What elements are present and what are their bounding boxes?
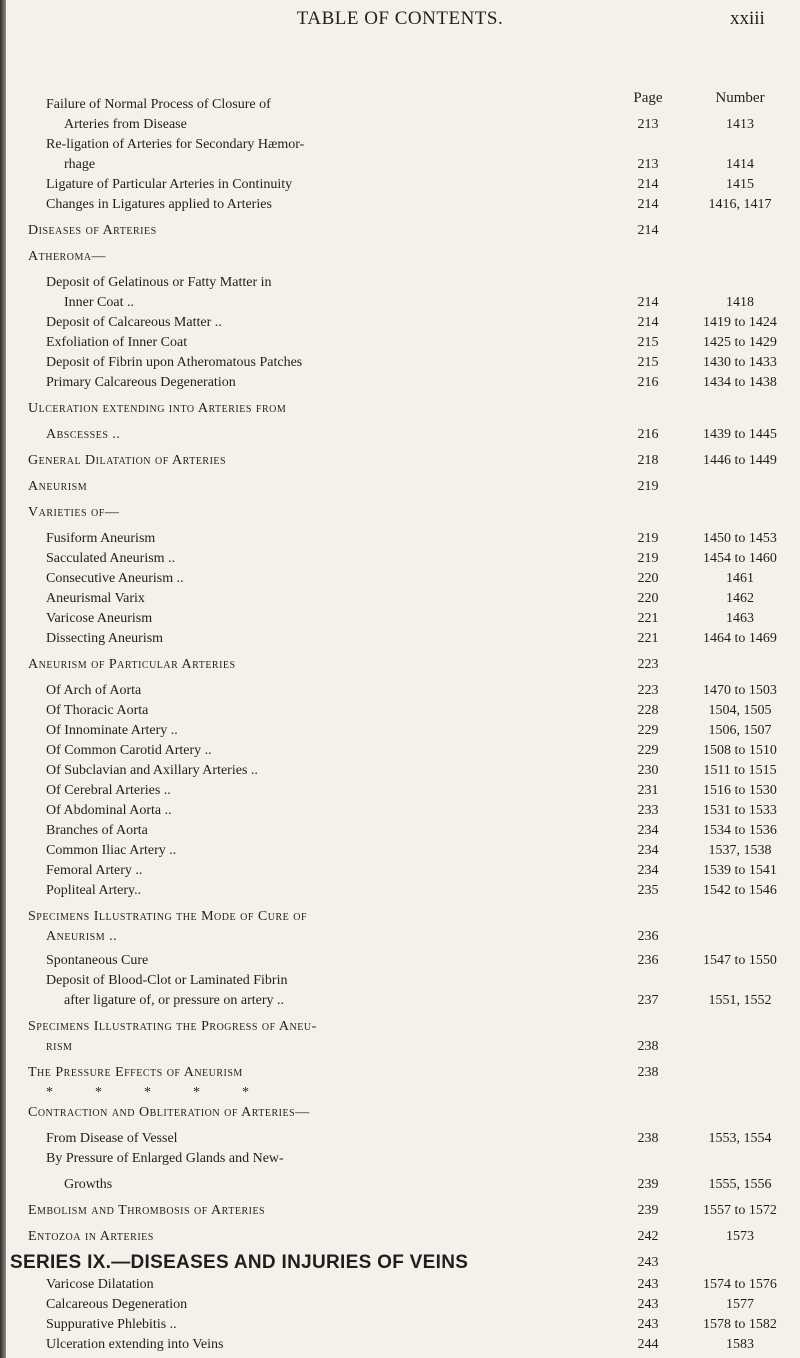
entry-title: ***** bbox=[46, 1085, 291, 1100]
entry-page: 239 bbox=[637, 1177, 659, 1192]
entry-page: 239 bbox=[637, 1203, 659, 1218]
entry-page: 223 bbox=[637, 683, 659, 698]
entry-title: Specimens Illustrating the Mode of Cure of bbox=[28, 909, 308, 924]
entry-page: 214 bbox=[637, 177, 659, 192]
entry-title: Varicose Aneurism bbox=[46, 611, 153, 626]
entry-title: Varicose Dilatation bbox=[46, 1277, 154, 1292]
entry-title: rism bbox=[46, 1039, 73, 1054]
entry-title: Of Common Carotid Artery .. bbox=[46, 743, 212, 758]
page-number: xxiii bbox=[730, 8, 765, 29]
entry-title: Ulceration extending into Veins bbox=[46, 1337, 224, 1352]
entry-page: 219 bbox=[637, 531, 659, 546]
entry-title: Of Abdominal Aorta .. bbox=[46, 803, 172, 818]
entry-page: 236 bbox=[637, 929, 659, 944]
entry-number: 1542 to 1546 bbox=[703, 883, 777, 898]
entry-title: Calcareous Degeneration bbox=[46, 1297, 188, 1312]
entry-number: 1415 bbox=[726, 177, 754, 192]
entry-page: 215 bbox=[637, 355, 659, 370]
entry-title: By Pressure of Enlarged Glands and New- bbox=[46, 1151, 284, 1166]
entry-number: 1553, 1554 bbox=[708, 1131, 772, 1146]
entry-title: SERIES IX.—DISEASES AND INJURIES OF VEINS bbox=[10, 1252, 469, 1273]
entry-title: Fusiform Aneurism bbox=[46, 531, 156, 546]
entry-page: 219 bbox=[637, 479, 659, 494]
entry-title: Branches of Aorta bbox=[46, 823, 148, 838]
entry-number: 1573 bbox=[726, 1229, 754, 1244]
entry-number: 1470 to 1503 bbox=[703, 683, 777, 698]
book-binding-edge bbox=[0, 0, 6, 1358]
entry-title: Popliteal Artery.. bbox=[46, 883, 142, 898]
entry-number: 1461 bbox=[726, 571, 754, 586]
entry-number: 1450 to 1453 bbox=[703, 531, 777, 546]
entry-title: Ligature of Particular Arteries in Continuity bbox=[46, 177, 293, 192]
entry-number: 1506, 1507 bbox=[708, 723, 772, 738]
entry-title: The Pressure Effects of Aneurism bbox=[28, 1065, 243, 1080]
entry-number: 1577 bbox=[726, 1297, 754, 1312]
entry-title: Ulceration extending into Arteries from bbox=[28, 401, 287, 416]
entry-page: 238 bbox=[637, 1039, 659, 1054]
entry-title: Of Subclavian and Axillary Arteries .. bbox=[46, 763, 258, 778]
entry-title: Abscesses .. bbox=[46, 427, 121, 442]
entry-number: 1578 to 1582 bbox=[703, 1317, 777, 1332]
entry-title: Contraction and Obliteration of Arteries— bbox=[28, 1105, 310, 1120]
entry-page: 221 bbox=[637, 611, 659, 626]
entry-page: 229 bbox=[637, 743, 659, 758]
entry-title: From Disease of Vessel bbox=[46, 1131, 178, 1146]
entry-page: 214 bbox=[637, 295, 659, 310]
entry-title: Re-ligation of Arteries for Secondary Hæmor- bbox=[46, 137, 305, 152]
entry-number: 1534 to 1536 bbox=[703, 823, 777, 838]
entry-number: 1462 bbox=[726, 591, 754, 606]
entry-number: 1463 bbox=[726, 611, 754, 626]
entry-page: 219 bbox=[637, 551, 659, 566]
entry-title: Entozoa in Arteries bbox=[28, 1229, 154, 1244]
entry-number: 1464 to 1469 bbox=[703, 631, 777, 646]
entry-title: Deposit of Fibrin upon Atheromatous Patches bbox=[46, 355, 303, 370]
entry-title: Diseases of Arteries bbox=[28, 223, 157, 238]
entry-number: 1516 to 1530 bbox=[703, 783, 777, 798]
entry-title: Consecutive Aneurism .. bbox=[46, 571, 184, 586]
entry-page: 213 bbox=[637, 157, 659, 172]
entry-page: 230 bbox=[637, 763, 659, 778]
entry-title: Dissecting Aneurism bbox=[46, 631, 164, 646]
entry-number: 1419 to 1424 bbox=[703, 315, 777, 330]
entry-title: Femoral Artery .. bbox=[46, 863, 143, 878]
entry-number: 1430 to 1433 bbox=[703, 355, 777, 370]
entry-title: after ligature of, or pressure on artery .. bbox=[64, 993, 285, 1008]
entry-title: Sacculated Aneurism .. bbox=[46, 551, 176, 566]
entry-number: 1531 to 1533 bbox=[703, 803, 777, 818]
entry-page: 243 bbox=[637, 1277, 659, 1292]
column-header-number: Number bbox=[715, 90, 765, 106]
entry-title: Varieties of— bbox=[28, 505, 120, 520]
entry-title: Deposit of Calcareous Matter .. bbox=[46, 315, 222, 330]
entry-page: 238 bbox=[637, 1065, 659, 1080]
entry-number: 1551, 1552 bbox=[708, 993, 772, 1008]
entry-page: 214 bbox=[637, 223, 659, 238]
entry-number: 1555, 1556 bbox=[708, 1177, 772, 1192]
entry-page: 233 bbox=[637, 803, 659, 818]
entry-number: 1511 to 1515 bbox=[703, 763, 777, 778]
entry-number: 1537, 1538 bbox=[708, 843, 772, 858]
entry-title: Primary Calcareous Degeneration bbox=[46, 375, 236, 390]
entry-number: 1508 to 1510 bbox=[703, 743, 777, 758]
entry-page: 228 bbox=[637, 703, 659, 718]
page-title: TABLE OF CONTENTS. bbox=[296, 8, 504, 29]
entry-number: 1418 bbox=[726, 295, 754, 310]
entry-number: 1446 to 1449 bbox=[703, 453, 777, 468]
entry-page: 242 bbox=[637, 1229, 659, 1244]
entry-title: Embolism and Thrombosis of Arteries bbox=[28, 1203, 266, 1218]
entry-page: 235 bbox=[637, 883, 659, 898]
entry-page: 215 bbox=[637, 335, 659, 350]
entry-number: 1574 to 1576 bbox=[703, 1277, 777, 1292]
entry-title: Suppurative Phlebitis .. bbox=[46, 1317, 177, 1332]
entry-title: Deposit of Blood-Clot or Laminated Fibrin bbox=[46, 973, 288, 988]
entry-number: 1557 to 1572 bbox=[703, 1203, 777, 1218]
entry-page: 243 bbox=[637, 1255, 659, 1270]
entry-title: Aneurismal Varix bbox=[46, 591, 145, 606]
entry-number: 1454 to 1460 bbox=[703, 551, 777, 566]
entry-page: 234 bbox=[637, 843, 659, 858]
entry-title: General Dilatation of Arteries bbox=[28, 453, 227, 468]
entry-page: 244 bbox=[637, 1337, 659, 1352]
entry-title: rhage bbox=[64, 157, 96, 172]
entry-title: Changes in Ligatures applied to Arteries bbox=[46, 197, 272, 212]
entry-title: Failure of Normal Process of Closure of bbox=[46, 97, 271, 112]
entry-number: 1425 to 1429 bbox=[703, 335, 777, 350]
entry-title: Deposit of Gelatinous or Fatty Matter in bbox=[46, 275, 272, 290]
entry-title: Atheroma— bbox=[28, 249, 107, 264]
entry-title: Of Innominate Artery .. bbox=[46, 723, 178, 738]
entry-number: 1416, 1417 bbox=[708, 197, 772, 212]
entry-page: 234 bbox=[637, 863, 659, 878]
entry-page: 229 bbox=[637, 723, 659, 738]
entry-number: 1439 to 1445 bbox=[703, 427, 777, 442]
column-header-page: Page bbox=[633, 90, 663, 106]
entry-title: Aneurism of Particular Arteries bbox=[28, 657, 236, 672]
entry-title: Of Thoracic Aorta bbox=[46, 703, 149, 718]
entry-number: 1539 to 1541 bbox=[703, 863, 777, 878]
entry-page: 234 bbox=[637, 823, 659, 838]
entry-page: 216 bbox=[637, 375, 659, 390]
entry-page: 221 bbox=[637, 631, 659, 646]
entry-page: 237 bbox=[637, 993, 659, 1008]
entry-page: 231 bbox=[637, 783, 659, 798]
entry-page: 216 bbox=[637, 427, 659, 442]
entry-title: Of Arch of Aorta bbox=[46, 683, 142, 698]
entry-title: Common Iliac Artery .. bbox=[46, 843, 177, 858]
entry-page: 220 bbox=[637, 571, 659, 586]
entry-title: Aneurism bbox=[28, 479, 88, 494]
entry-title: Of Cerebral Arteries .. bbox=[46, 783, 171, 798]
entry-number: 1547 to 1550 bbox=[703, 953, 777, 968]
entry-page: 213 bbox=[637, 117, 659, 132]
entry-page: 214 bbox=[637, 197, 659, 212]
entry-title: Arteries from Disease bbox=[64, 117, 187, 132]
entry-page: 218 bbox=[637, 453, 659, 468]
entry-title: Spontaneous Cure bbox=[46, 953, 149, 968]
entry-title: Specimens Illustrating the Progress of Aneu- bbox=[28, 1019, 317, 1034]
entry-page: 220 bbox=[637, 591, 659, 606]
entry-page: 243 bbox=[637, 1297, 659, 1312]
entry-number: 1583 bbox=[726, 1337, 754, 1352]
entry-page: 214 bbox=[637, 315, 659, 330]
entry-page: 243 bbox=[637, 1317, 659, 1332]
entry-title: Exfoliation of Inner Coat bbox=[46, 335, 188, 350]
entry-number: 1413 bbox=[726, 117, 754, 132]
entry-title: Aneurism .. bbox=[46, 929, 118, 944]
entry-number: 1414 bbox=[726, 157, 754, 172]
entry-title: Inner Coat .. bbox=[64, 295, 134, 310]
entry-title: Growths bbox=[64, 1177, 113, 1192]
entry-number: 1504, 1505 bbox=[708, 703, 772, 718]
entry-page: 238 bbox=[637, 1131, 659, 1146]
entry-page: 236 bbox=[637, 953, 659, 968]
entry-number: 1434 to 1438 bbox=[703, 375, 777, 390]
entry-page: 223 bbox=[637, 657, 659, 672]
